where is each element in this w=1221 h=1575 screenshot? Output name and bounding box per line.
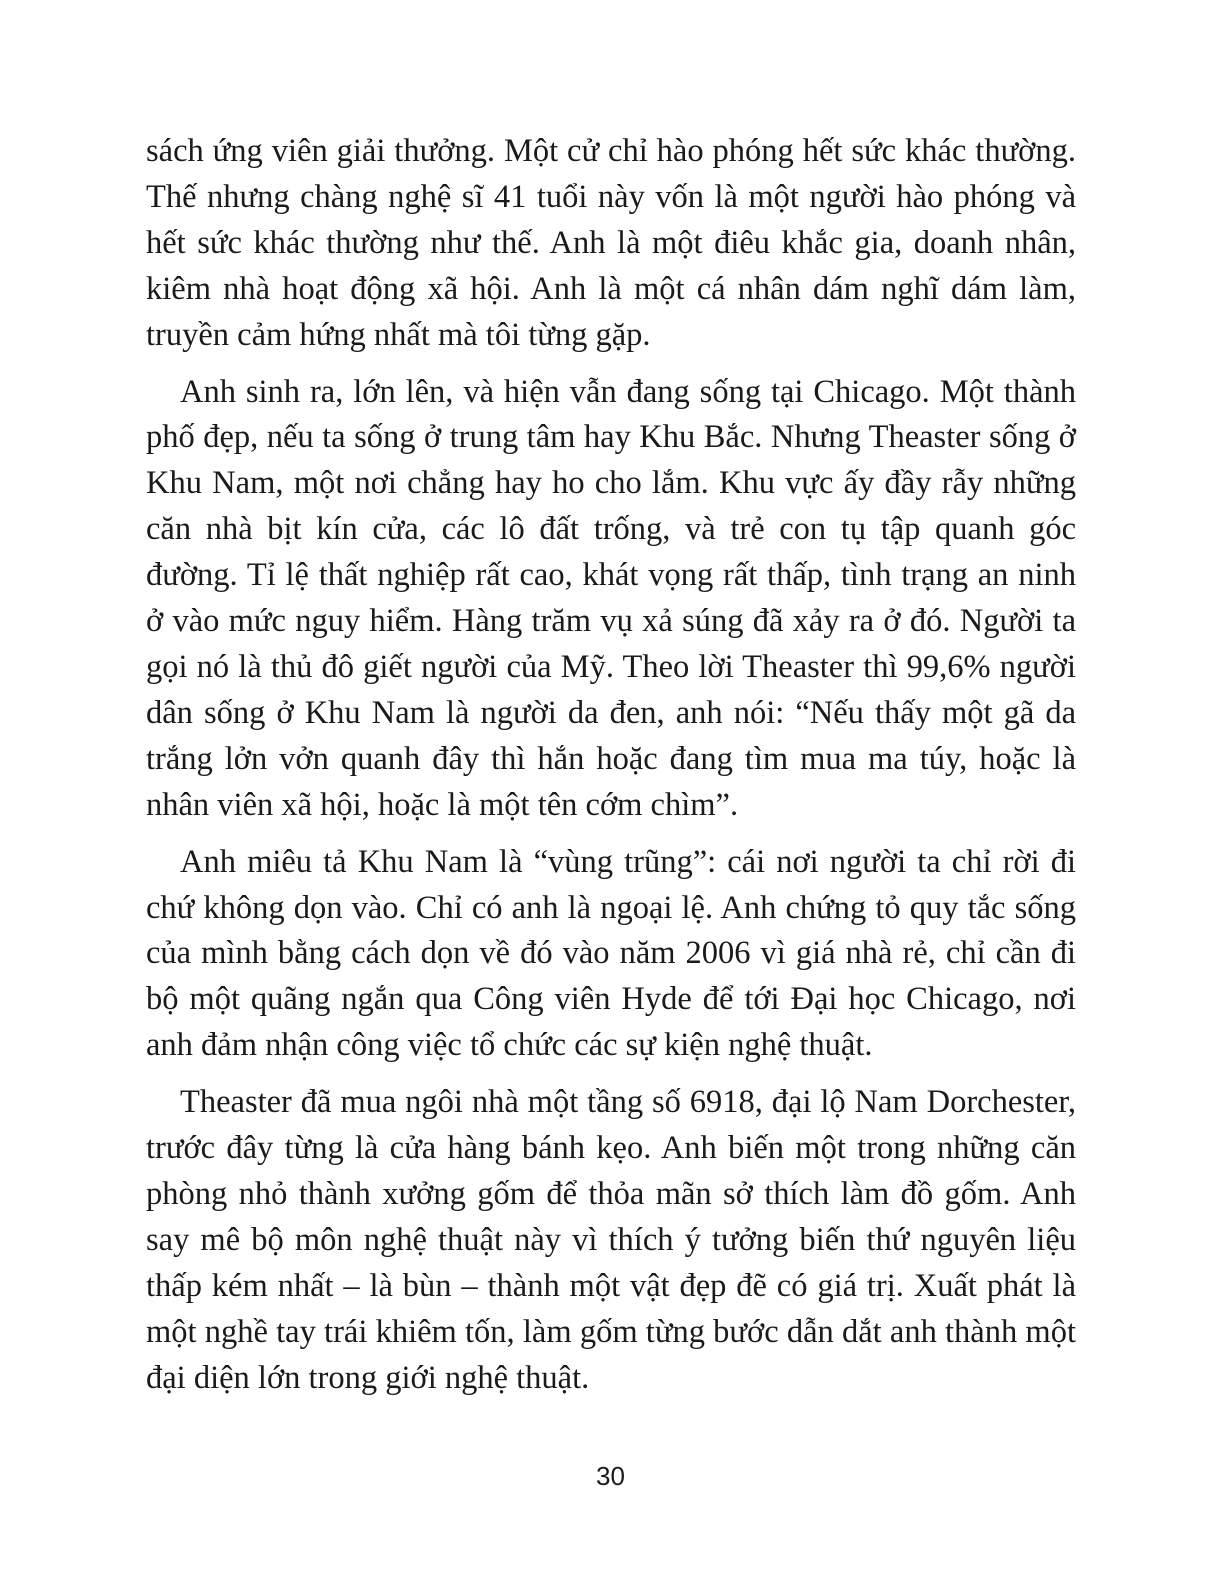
paragraph-1: sách ứng viên giải thưởng. Một cử chỉ hào phóng hết sức khác thường. Thế nhưng chàng nghệ sĩ 41 tuổi này vốn là một người hào phóng và hết sức khác thường như thế. Anh là một điêu khắc gia, doanh nhân, kiêm nhà hoạt động xã hội. Anh là một cá nhân dám nghĩ dám làm, truyền cảm hứng nhất mà tôi từng gặp.: [146, 133, 1076, 353]
paragraph-4: Theaster đã mua ngôi nhà một tầng số 6918, đại lộ Nam Dorchester, trước đây từng là cửa hàng bánh kẹo. Anh biến một trong những căn phòng nhỏ thành xưởng gốm để thỏa mãn sở thích làm đồ gốm. Anh say mê bộ môn nghệ thuật này vì thích ý tưởng biến thứ nguyên liệu thấp kém nhất – là bùn – thành một vật đẹp đẽ có giá trị. Xuất phát là một nghề tay trái khiêm tốn, làm gốm từng bước dẫn dắt anh thành một đại diện lớn trong giới nghệ thuật.: [146, 1084, 1076, 1396]
page-number: 30: [596, 1461, 625, 1491]
paragraph-3: Anh miêu tả Khu Nam là “vùng trũng”: cái nơi người ta chỉ rời đi chứ không dọn vào. Chỉ có anh là ngoại lệ. Anh chứng tỏ quy tắc sống của mình bằng cách dọn về đó vào năm 2006 vì giá nhà rẻ, chỉ cần đi bộ một quãng ngắn qua Công viên Hyde để tới Đại học Chicago, nơi anh đảm nhận công việc tổ chức các sự kiện nghệ thuật.: [146, 843, 1076, 1064]
body-text: [146, 129, 1076, 1412]
paragraph-2: Anh sinh ra, lớn lên, và hiện vẫn đang sống tại Chicago. Một thành phố đẹp, nếu ta sống ở trung tâm hay Khu Bắc. Nhưng Theaster sống ở Khu Nam, một nơi chẳng hay ho cho lắm. Khu vực ấy đầy rẫy những căn nhà bịt kín cửa, các lô đất trống, và trẻ con tụ tập quanh góc đường. Tỉ lệ thất nghiệp rất cao, khát vọng rất thấp, tình trạng an ninh ở vào mức nguy hiểm. Hàng trăm vụ xả súng đã xảy ra ở đó. Người ta gọi nó là thủ đô giết người của Mỹ. Theo lời Theaster thì 99,6% người dân sống ở Khu Nam là người da đen, anh nói: “Nếu thấy một gã da trắng lởn vởn quanh đây thì hắn hoặc đang tìm mua ma túy, hoặc là nhân viên xã hội, hoặc là một tên cớm chìm”.: [146, 373, 1076, 823]
